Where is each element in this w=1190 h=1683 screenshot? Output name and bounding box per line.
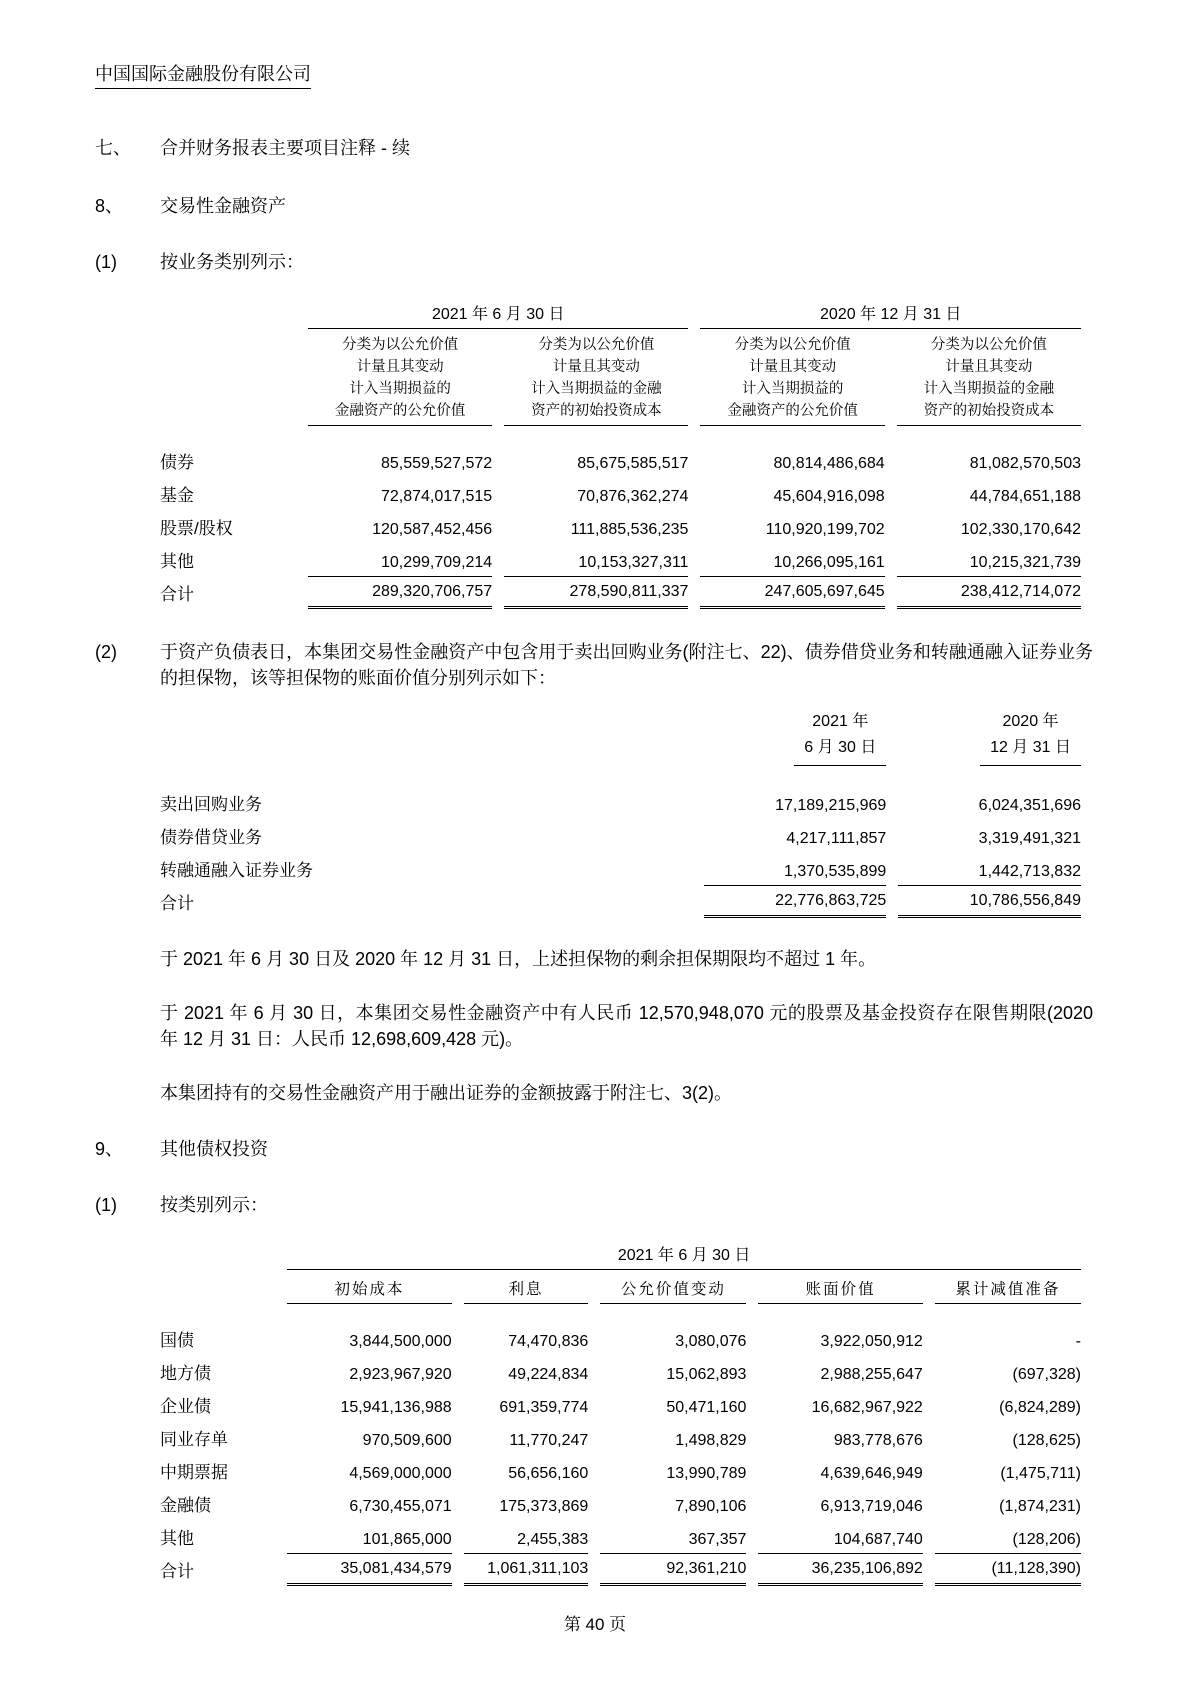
cell-value: 72,874,017,515 [380,488,493,506]
table3-column-header-row [160,1270,1081,1304]
subsection-8-1-number: (1) [95,252,117,273]
table3-col-header-initial-cost: 初始成本 [287,1270,451,1304]
paragraph-restricted-shares [95,1000,1093,1052]
header-line: 计入当期损益的 [349,380,451,397]
cell-value: (128,206) [1012,1531,1081,1549]
header-line: 资产的初始投资成本 [923,402,1055,419]
table1-row-funds [160,477,1081,510]
cell-value: 10,215,321,739 [969,554,1081,572]
cell-value: 35,081,434,579 [287,1553,451,1586]
table1-row-bonds [160,426,1081,477]
table3-row-corporate-bonds [160,1388,1081,1421]
row-label: 债券借贷业务 [160,827,262,847]
row-label: 股票/股权 [160,519,233,539]
table3-row-mtn [160,1454,1081,1487]
header-line: 2021 年 [812,713,869,731]
header-line: 分类为以公允价值 [342,337,459,354]
header-line: 分类为以公允价值 [734,337,851,354]
cell-value: 15,941,136,988 [340,1399,452,1417]
paragraph-collateral-term-text: 于 2021 年 6 月 30 日及 2020 年 12 月 31 日，上述担保物的剩余担保期限均不超过 1 年。 [160,948,877,969]
table1-group-2021: 2021 年 6 月 30 日 [308,299,689,329]
cell-value: 11,770,247 [509,1432,589,1450]
row-label: 其他 [160,552,194,572]
section-9-title: 其他债权投资 [160,1139,268,1160]
row-label: 卖出回购业务 [160,794,262,814]
cell-value: 3,319,491,321 [978,829,1081,847]
cell-value: 4,217,111,857 [786,829,887,847]
cell-value: 49,224,834 [508,1366,589,1384]
subsection-8-2-text: 于资产负债表日，本集团交易性金融资产中包含用于卖出回购业务(附注七、22)、债券借贷业务和转融通融入证券业务的担保物，该等担保物的账面价值分别列示如下： [160,642,1093,689]
table3-row-interbank-cd [160,1421,1081,1454]
cell-value: 3,922,050,912 [820,1333,923,1351]
table2-col-header-2021 [704,707,887,767]
table1-col-header-fv-2020 [700,329,884,426]
section-9-number: 9、 [95,1139,124,1160]
table1-column-header-row [160,329,1081,426]
row-label: 地方债 [160,1364,211,1384]
table1-col-header-fv-2021 [308,329,492,426]
cell-value: 120,587,452,456 [372,521,493,539]
cell-value: 3,844,500,000 [349,1333,452,1351]
table3-row-local-gov-bonds [160,1355,1081,1388]
page-number: 第 40 页 [563,1615,627,1634]
table3-col-header-fv-change: 公允价值变动 [600,1270,746,1304]
subsection-8-2-number: (2) [95,642,117,663]
cell-value: 1,442,713,832 [978,862,1081,880]
trading-financial-assets-table [148,299,1093,609]
table1-col-header-cost-2020 [897,329,1081,426]
company-name [95,60,1093,89]
row-label: 国债 [160,1331,194,1351]
paragraph-securities-lending-note-text: 本集团持有的交易性金融资产用于融出证券的金额披露于附注七、3(2)。 [160,1082,733,1103]
section-8-title: 交易性金融资产 [160,196,286,217]
cell-value: 102,330,170,642 [960,521,1081,539]
paragraph-restricted-shares-text: 于 2021 年 6 月 30 日，本集团交易性金融资产中有人民币 12,570,948,070 元的股票及基金投资存在限售期限(2020 年 12 月 31 日：人民币 12,698,609,428 元)。 [160,1002,1093,1049]
table1-corner-cell [160,329,296,426]
subsection-9-1-number: (1) [95,1195,117,1216]
header-line: 计量且其变动 [356,359,444,376]
table3-row-financial-bonds [160,1487,1081,1520]
cell-value: 3,080,076 [675,1333,747,1351]
cell-value: 13,990,789 [666,1465,747,1483]
table1-corner-cell [160,299,296,329]
cell-value: 36,235,106,892 [758,1553,922,1586]
cell-value: 111,885,536,235 [570,521,689,539]
row-label: 合计 [160,1562,194,1582]
cell-value: (6,824,289) [999,1399,1081,1417]
cell-value: (1,475,711) [1000,1465,1081,1483]
table3-corner-cell [160,1240,275,1270]
cell-value: 4,639,646,949 [820,1465,923,1483]
header-line: 金融资产的公允价值 [334,402,466,419]
table2-row-refinancing [160,852,1081,885]
table3-row-other [160,1520,1081,1553]
cell-value: 92,361,210 [600,1553,746,1586]
table2-row-bond-lending [160,819,1081,852]
row-label: 企业债 [160,1397,211,1417]
cell-value: 16,682,967,922 [811,1399,923,1417]
cell-value: 56,656,160 [508,1465,589,1483]
table3-row-treasury-bonds [160,1304,1081,1355]
header-line: 资产的初始投资成本 [531,402,662,419]
cell-value: 970,509,600 [362,1432,452,1450]
company-name-text: 中国国际金融股份有限公司 [95,60,311,89]
table3-row-total [160,1553,1081,1586]
section-9-heading [95,1136,1093,1162]
row-label: 债券 [160,453,194,473]
cell-value: - [1075,1333,1081,1351]
section-8-number: 8、 [95,196,124,217]
header-line: 2020 年 [1002,713,1059,731]
header-line: 计入当期损益的金融 [923,380,1055,397]
cell-value: 289,320,706,757 [308,576,492,609]
cell-value: (697,328) [1012,1366,1081,1384]
cell-value: 1,370,535,899 [784,862,887,880]
cell-value: 367,357 [688,1531,747,1549]
cell-value: 1,061,311,103 [464,1553,589,1586]
table3-col-header-carrying-value: 账面价值 [758,1270,922,1304]
cell-value: 1,498,829 [675,1432,747,1450]
cell-value: 983,778,676 [833,1432,923,1450]
collateral-carrying-value-table [148,707,1093,917]
paragraph-indent [95,946,160,972]
row-label: 合计 [160,893,194,913]
cell-value: (128,625) [1012,1432,1081,1450]
row-label: 金融债 [160,1496,211,1516]
row-label: 转融通融入证券业务 [160,860,313,880]
paragraph-collateral-term [95,946,1093,972]
header-line: 计量且其变动 [945,359,1033,376]
cell-value: 6,913,719,046 [820,1498,923,1516]
table1-row-stocks [160,510,1081,543]
cell-value: 17,189,215,969 [775,796,887,814]
table1-col-header-cost-2021 [504,329,688,426]
table1-row-other [160,543,1081,576]
row-label: 中期票据 [160,1463,228,1483]
table2-col-header-2020 [898,707,1081,767]
cell-value: 238,412,714,072 [897,576,1081,609]
cell-value: 10,266,095,161 [773,554,885,572]
cell-value: 2,923,967,920 [349,1366,452,1384]
subsection-8-1-title: 按业务类别列示： [160,252,304,273]
table3-col-header-impairment: 累计减值准备 [935,1270,1081,1304]
cell-value: 70,876,362,274 [577,488,689,506]
cell-value: 101,865,000 [362,1531,452,1549]
cell-value: 2,455,383 [517,1531,589,1549]
cell-value: 50,471,160 [666,1399,747,1417]
cell-value: 7,890,106 [675,1498,747,1516]
cell-value: (11,128,390) [935,1553,1081,1586]
header-line: 6 月 30 日 [804,739,877,757]
header-line: 计入当期损益的 [741,380,844,397]
section-7-heading [95,135,1093,161]
table3-group-header-row [160,1240,1081,1270]
table3-group-2021: 2021 年 6 月 30 日 [287,1240,1081,1270]
header-block [980,709,1081,765]
section-8-heading [95,193,1093,219]
table2-row-repo [160,768,1081,819]
table1-group-2020: 2020 年 12 月 31 日 [700,299,1081,329]
cell-value: 74,470,836 [508,1333,589,1351]
cell-value: 15,062,893 [666,1366,747,1384]
cell-value: 10,299,709,214 [380,554,493,572]
cell-value: 10,153,327,311 [578,554,689,572]
row-label: 同业存单 [160,1430,228,1450]
subsection-9-1-heading [95,1192,1093,1218]
section-7-title: 合并财务报表主要项目注释 - 续 [160,138,410,158]
cell-value: 6,730,455,071 [349,1498,452,1516]
cell-value: 81,082,570,503 [969,455,1081,473]
cell-value: 44,784,651,188 [969,488,1081,506]
cell-value: 45,604,916,098 [773,488,885,506]
subsection-9-1-title: 按类别列示： [160,1195,268,1216]
header-line: 计入当期损益的金融 [531,380,662,397]
cell-value: 10,786,556,849 [898,885,1081,918]
cell-value: 691,359,774 [499,1399,589,1417]
table1-row-total [160,576,1081,609]
row-label: 合计 [160,585,194,605]
subsection-8-2-paragraph [95,639,1093,691]
cell-value: 4,569,000,000 [349,1465,452,1483]
cell-value: 175,373,869 [499,1498,589,1516]
table3-corner-cell [160,1270,275,1304]
header-line: 分类为以公允价值 [930,337,1047,354]
header-line: 计量且其变动 [552,359,640,376]
cell-value: 278,590,811,337 [504,576,688,609]
section-7-number: 七、 [95,138,131,158]
paragraph-securities-lending-note [95,1080,1093,1106]
row-label: 其他 [160,1529,194,1549]
table2-corner-cell [160,707,692,767]
header-line: 分类为以公允价值 [538,337,655,354]
other-debt-investments-table [148,1240,1093,1586]
cell-value: 2,988,255,647 [820,1366,923,1384]
cell-value: 110,920,199,702 [765,521,885,539]
table2-row-total [160,885,1081,918]
cell-value: 247,605,697,645 [700,576,884,609]
header-block [794,709,886,765]
subsection-8-1-heading [95,249,1093,275]
cell-value: 80,814,486,684 [773,455,885,473]
header-line: 计量且其变动 [749,359,837,376]
row-label: 基金 [160,486,194,506]
cell-value: 6,024,351,696 [978,796,1081,814]
paragraph-indent [95,1080,160,1106]
paragraph-indent [95,1000,160,1052]
cell-value: 104,687,740 [833,1531,923,1549]
table1-group-header-row [160,299,1081,329]
header-line: 12 月 31 日 [990,739,1071,757]
cell-value: (1,874,231) [999,1498,1081,1516]
cell-value: 22,776,863,725 [704,885,887,918]
header-line: 金融资产的公允价值 [727,402,858,419]
cell-value: 85,559,527,572 [380,455,493,473]
cell-value: 85,675,585,517 [577,455,689,473]
table2-header-row [160,707,1081,767]
table3-col-header-interest: 利息 [464,1270,589,1304]
